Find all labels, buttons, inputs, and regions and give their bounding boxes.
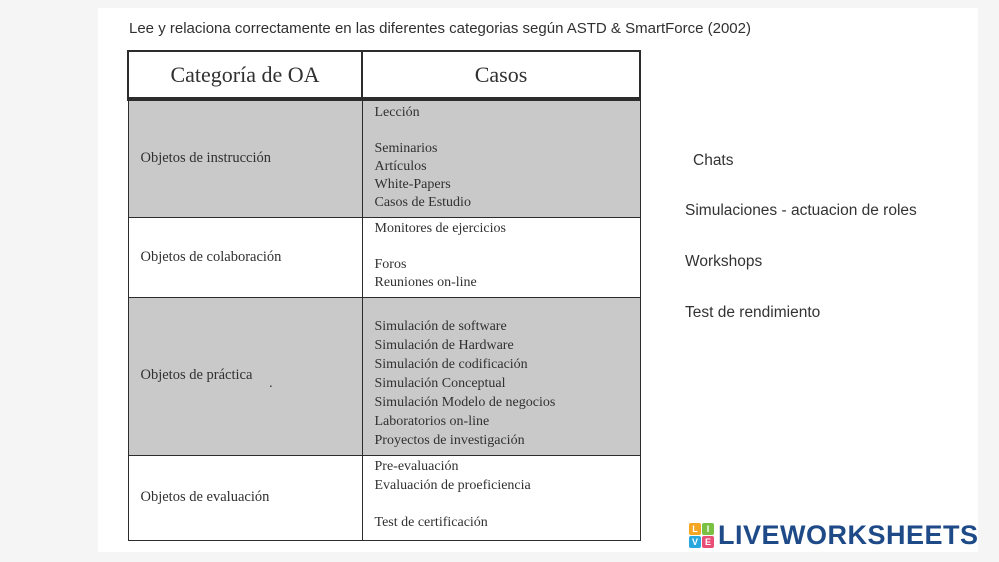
table-row — [128, 455, 640, 540]
case-item: Simulación Modelo de negocios — [374, 394, 556, 410]
case-item: Foros — [374, 256, 407, 272]
instruction-text: Lee y relaciona correctamente en las diferentes categorias según ASTD & SmartForce (2002) — [129, 20, 751, 37]
case-item: Simulación de codificación — [374, 356, 528, 372]
case-gap — [375, 495, 640, 513]
header-cases: Casos — [362, 51, 640, 99]
case-item: Seminarios — [374, 141, 438, 156]
option-chats[interactable]: Chats — [693, 152, 734, 169]
case-item: Simulación de Hardware — [374, 337, 514, 353]
table-row — [128, 297, 640, 455]
stray-dot: · — [268, 379, 274, 395]
case-item: Simulación de software — [374, 318, 507, 334]
cases-practica — [362, 297, 640, 455]
header-category: Categoría de OA — [128, 51, 362, 99]
case-gap — [375, 122, 640, 140]
cases-instruccion — [362, 99, 640, 217]
option-simulaciones[interactable]: Simulaciones - actuacion de roles — [685, 202, 917, 219]
option-workshops[interactable]: Workshops — [685, 253, 763, 270]
table-row — [128, 99, 640, 217]
category-instruccion: Objetos de instrucción — [128, 99, 362, 217]
case-item: White-Papers — [374, 177, 451, 192]
case-item: Proyectos de investigación — [374, 432, 525, 448]
liveworksheets-wordmark: LIVEWORKSHEETS — [718, 520, 979, 550]
case-item: Reuniones on-line — [374, 274, 477, 290]
category-practica-label: Objetos de práctica — [140, 366, 253, 383]
case-gap — [375, 238, 640, 256]
case-item: Pre-evaluación — [374, 458, 459, 474]
cases-evaluacion — [362, 455, 640, 540]
category-evaluacion: Objetos de evaluación — [128, 455, 362, 540]
table-row — [128, 217, 640, 297]
table-header-row — [128, 51, 640, 99]
case-item: Lección — [374, 105, 420, 120]
case-item: Monitores de ejercicios — [374, 220, 506, 236]
case-item: Test de certificación — [374, 514, 488, 530]
case-item: Artículos — [374, 159, 427, 174]
case-item: Casos de Estudio — [374, 195, 471, 210]
option-test-rendimiento[interactable]: Test de rendimiento — [685, 304, 821, 321]
liveworksheets-logo-icon: L I V E — [689, 523, 714, 548]
liveworksheets-logo — [689, 520, 979, 550]
cases-colaboracion — [362, 217, 640, 297]
categories-table — [127, 50, 641, 541]
case-item: Simulación Conceptual — [374, 375, 506, 391]
category-colaboracion: Objetos de colaboración — [128, 217, 362, 297]
case-item: Laboratorios on-line — [374, 413, 490, 429]
category-practica — [128, 297, 362, 455]
case-item: Evaluación de proeficiencia — [374, 477, 531, 493]
